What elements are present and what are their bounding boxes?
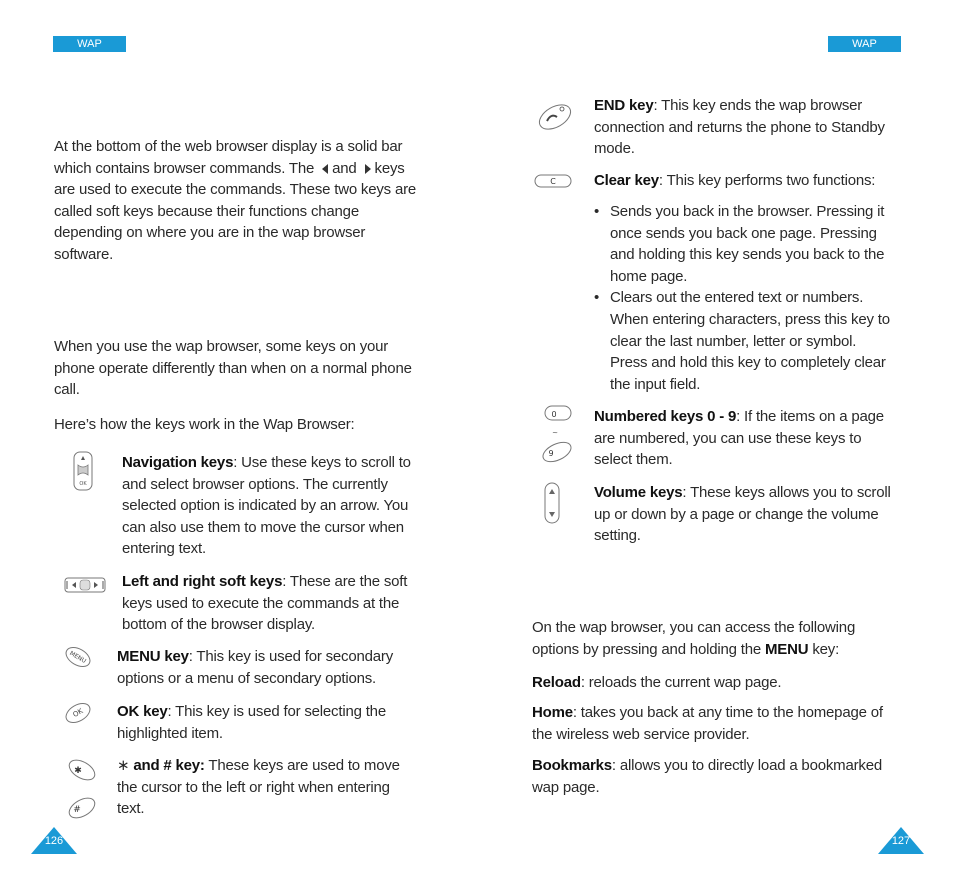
option-bookmarks: Bookmarks: allows you to directly load a bookmarked wap page. — [532, 757, 882, 796]
svg-text:9: 9 — [548, 449, 554, 458]
star-hash-keys-icon — [66, 756, 98, 824]
key-desc-numbers: Numbered keys 0 - 9: If the items on a page are numbered, you can use these keys to select them. — [594, 408, 884, 469]
volume-keys-icon — [544, 482, 560, 524]
clear-key-bullets — [594, 201, 894, 395]
section-badge-left: WAP — [53, 36, 126, 52]
key-desc-menu: MENU key: This key is used for secondary options or a menu of secondary options. — [117, 648, 394, 687]
end-key-icon — [536, 101, 574, 133]
key-desc-softkeys: Left and right soft keys: These are the soft keys used to execute the commands at the bottom of the browser display. — [122, 573, 408, 634]
list-item: • Clears out the entered text or numbers. When entering characters, press this key to clear the last number, letter or symbol. Press and hold this key to completely clear the input field. — [594, 287, 894, 395]
soft-keys-icon — [64, 576, 106, 594]
option-home: Home: takes you back at any time to the homepage of the wireless web service provider. — [532, 704, 883, 743]
section-badge-right: WAP — [828, 36, 901, 52]
key-desc-volume: Volume keys: These keys allows you to scroll up or down by a page or change the volume setting. — [594, 484, 891, 545]
list-item: • Sends you back in the browser. Pressing it once sends you back one page. Pressing and holding this key sends you back to the home page. — [594, 201, 894, 287]
svg-text:MENU: MENU — [68, 649, 88, 665]
svg-text:C: C — [550, 177, 556, 186]
page-number-left: 126 — [31, 827, 77, 854]
menu-options-intro: On the wap browser, you can access the following options by pressing and holding the MENU key: — [532, 619, 856, 658]
key-desc-end: END key: This key ends the wap browser connection and returns the phone to Standby mode. — [594, 97, 885, 158]
key-desc-navigation: Navigation keys: Use these keys to scroll to and select browser options. The currently selected option is indicated by an arrow. You can also use them to move the cursor when entering text. — [122, 454, 411, 558]
key-desc-clear: Clear key: This key performs two functions: — [594, 172, 876, 189]
svg-text:~: ~ — [552, 429, 558, 437]
right-arrow-icon — [365, 164, 371, 174]
intro-paragraph-softbar: At the bottom of the web browser display is a solid bar which contains browser commands. The and keys are used to execute the commands. These two keys are called soft keys because their functions change depending on where you are in the wap browser software. — [54, 138, 417, 263]
ok-key-icon — [64, 701, 92, 725]
intro-paragraph-howto: Here’s how the keys work in the Wap Browser: — [54, 416, 355, 433]
left-arrow-icon — [322, 164, 328, 174]
option-reload: Reload: reloads the current wap page. — [532, 674, 782, 691]
svg-text:#: # — [73, 805, 81, 815]
svg-text:OK: OK — [71, 707, 85, 719]
svg-text:OK: OK — [79, 481, 87, 487]
svg-text:0: 0 — [551, 410, 557, 419]
page-number-right: 127 — [878, 827, 924, 854]
number-keys-icon — [540, 404, 574, 466]
svg-text:✱: ✱ — [74, 766, 82, 776]
key-desc-ok: OK key: This key is used for selecting the highlighted item. — [117, 703, 386, 742]
menu-key-icon — [64, 645, 92, 669]
key-desc-star-hash: ∗ and # key: These keys are used to move the cursor to the left or right when entering text. — [117, 757, 400, 818]
intro-paragraph-keys: When you use the wap browser, some keys on your phone operate differently than when on a normal phone call. — [54, 338, 412, 399]
clear-key-icon — [534, 173, 572, 189]
navigation-keys-icon — [72, 451, 94, 491]
